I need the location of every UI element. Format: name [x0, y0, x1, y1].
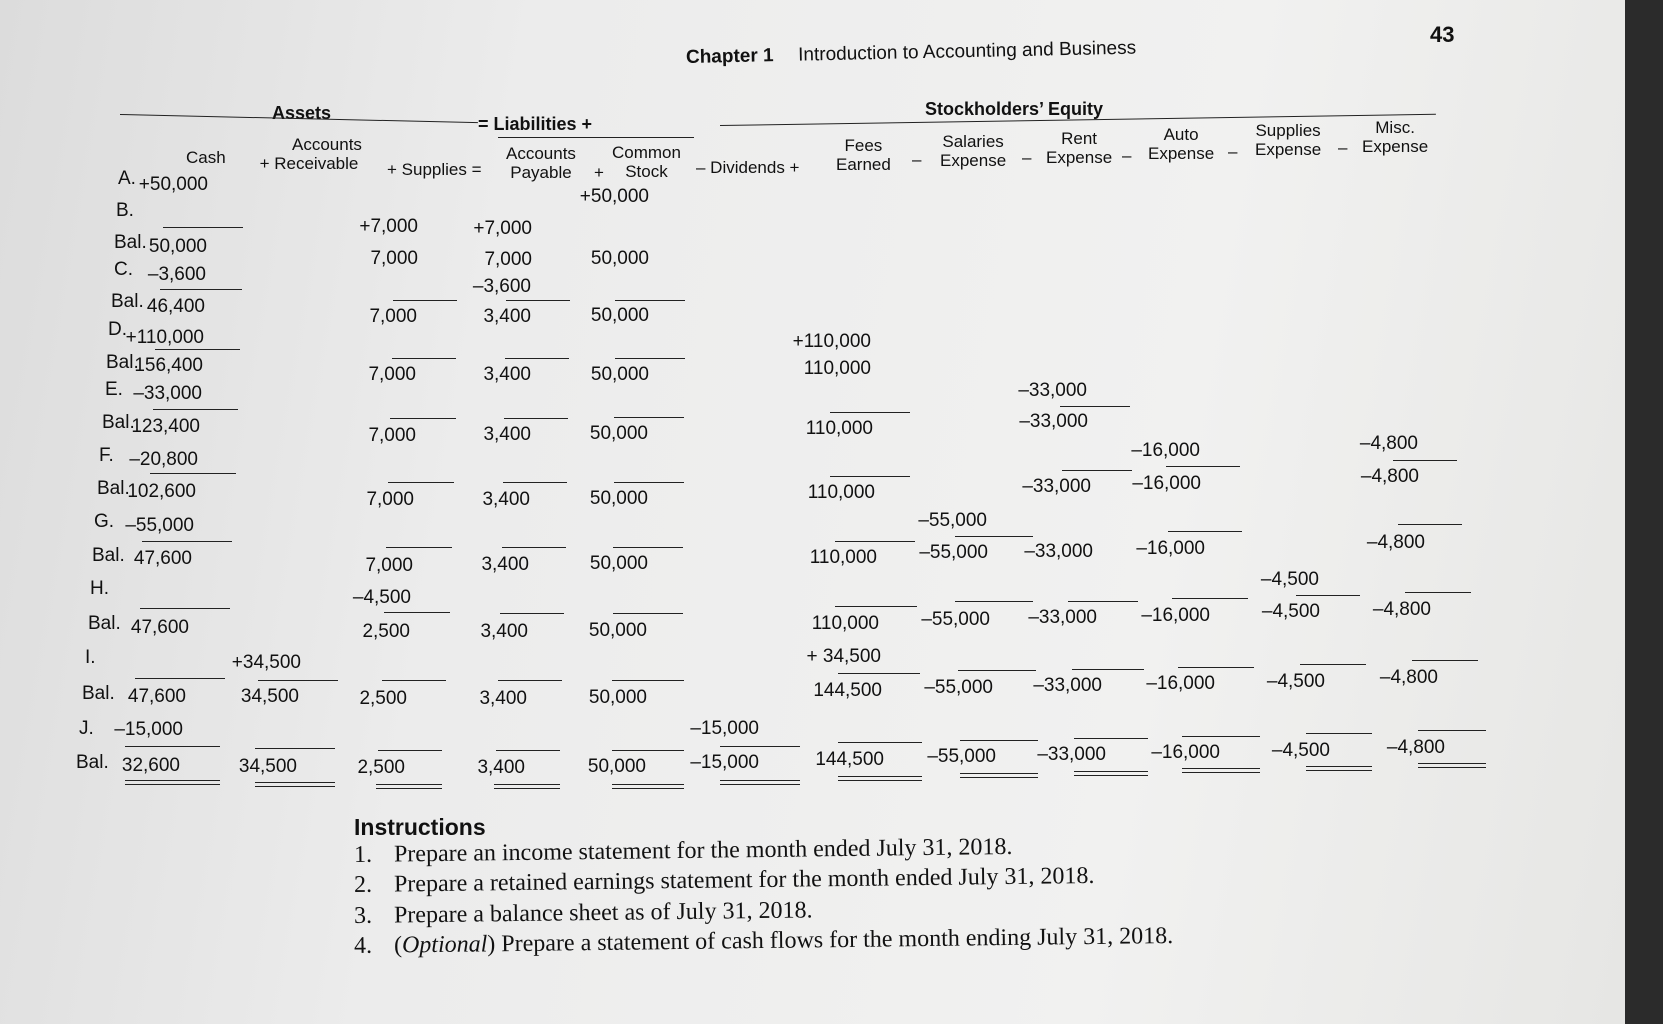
instruction-text: ) Prepare a statement of cash flows for the month ending July 31, 2018. [487, 922, 1174, 958]
supplies-cell: 7,000 [369, 306, 417, 327]
assets-heading: Assets [272, 103, 332, 123]
header-ap [506, 144, 576, 182]
row-label: F. [99, 445, 114, 466]
header-rent-line1: Rent [1061, 129, 1098, 148]
sum-rule [135, 678, 225, 679]
stock-cell: 50,000 [588, 620, 647, 641]
equity-heading: Stockholders’ Equity [925, 99, 1104, 119]
auto-cell: –16,000 [1151, 742, 1220, 763]
auto-cell: –16,000 [1141, 605, 1210, 626]
misc-cell: –4,800 [1372, 599, 1431, 620]
ap-cell: 3,400 [481, 554, 529, 575]
row-label: B. [116, 200, 134, 221]
sum-rule [382, 680, 446, 681]
sum-rule [830, 412, 910, 413]
sum-rule [958, 670, 1036, 671]
sum-rule [1306, 733, 1372, 734]
sum-rule [155, 349, 240, 350]
header-stock [612, 143, 681, 181]
sum-rule [503, 482, 567, 483]
header-rent-line2: Expense [1046, 148, 1113, 167]
cash-cell: 47,600 [133, 548, 192, 569]
sum-rule [612, 750, 684, 751]
row-label: H. [90, 578, 109, 599]
header-salaries [940, 132, 1006, 170]
rent-cell: –33,000 [1033, 675, 1102, 696]
sum-rule [255, 748, 335, 749]
total-double-rule [494, 784, 560, 789]
sum-rule [378, 750, 442, 751]
cash-cell: +110,000 [125, 327, 204, 348]
auto-cell: –16,000 [1146, 673, 1215, 694]
sum-rule [613, 547, 683, 548]
row-label: D. [108, 319, 127, 340]
sum-rule [720, 746, 800, 747]
sum-rule [838, 673, 920, 674]
instruction-item-2 [354, 863, 1095, 899]
supexp-cell: –4,500 [1260, 569, 1319, 590]
total-double-rule [960, 773, 1038, 778]
row-label: Bal. [102, 412, 135, 433]
cash-cell: 32,600 [121, 755, 180, 776]
sum-rule [1166, 466, 1240, 467]
cash-cell: 47,600 [127, 686, 186, 707]
row-label: Bal. [92, 545, 125, 566]
header-misc-line1: Misc. [1375, 118, 1415, 137]
ar-cell: 34,500 [238, 756, 297, 777]
instruction-item-4 [354, 923, 1173, 960]
misc-cell: –4,800 [1360, 466, 1419, 487]
header-cash: Cash [186, 148, 226, 167]
liabilities-heading: = Liabilities + [478, 114, 593, 134]
sum-rule [955, 536, 1033, 537]
sum-rule [125, 746, 220, 747]
header-supexp-line1: Supplies [1255, 121, 1321, 140]
header-fees-line1: Fees [844, 136, 883, 155]
sum-rule [393, 300, 457, 301]
sum-rule [390, 418, 456, 419]
sum-rule [835, 541, 915, 542]
rent-cell: –33,000 [1019, 411, 1088, 432]
header-auto-line2: Expense [1148, 144, 1215, 163]
sum-rule [1300, 664, 1366, 665]
auto-cell: –16,000 [1132, 473, 1201, 494]
row-label: J. [79, 718, 94, 739]
row-label: E. [105, 379, 123, 400]
supplies-cell: 2,500 [359, 688, 407, 709]
header-dividends: – Dividends + [696, 158, 800, 177]
cash-cell: –15,000 [114, 719, 183, 740]
sum-rule [502, 547, 566, 548]
supplies-cell: +7,000 [359, 216, 418, 237]
sum-rule [498, 680, 562, 681]
instruction-prefix: ( [393, 932, 403, 959]
stock-cell: +50,000 [579, 186, 649, 207]
sum-rule [1062, 470, 1132, 471]
sum-rule [830, 476, 910, 477]
misc-cell: –4,800 [1359, 433, 1418, 454]
fees-cell: +110,000 [792, 331, 871, 352]
auto-cell: –16,000 [1131, 440, 1200, 461]
row-label: Bal. [76, 752, 109, 773]
header-salaries-line2: Expense [940, 151, 1007, 170]
header-misc-line2: Expense [1362, 137, 1429, 156]
cash-cell: –20,800 [129, 449, 198, 470]
sum-rule [153, 409, 238, 410]
sum-rule [960, 740, 1038, 741]
cash-cell: 102,600 [127, 481, 196, 502]
salaries-cell: –55,000 [918, 510, 987, 531]
cash-cell: –3,600 [147, 264, 206, 285]
supplies-cell: 7,000 [370, 248, 418, 269]
dividends-cell: –15,000 [690, 718, 759, 739]
sum-rule [615, 300, 685, 301]
page-number: 43 [1430, 22, 1455, 47]
header-stock-line2: Stock [625, 162, 668, 181]
sum-rule [1072, 669, 1144, 670]
ar-cell: 34,500 [240, 686, 299, 707]
rent-cell: –33,000 [1028, 607, 1097, 628]
header-fees [836, 136, 891, 174]
ap-cell: 3,400 [479, 688, 527, 709]
cash-cell: –55,000 [125, 515, 194, 536]
rent-cell: –33,000 [1037, 744, 1106, 765]
total-double-rule [125, 780, 220, 785]
row-label: Bal. [106, 352, 139, 373]
fees-cell: + 34,500 [806, 646, 881, 667]
header-salaries-line1: Salaries [942, 132, 1004, 151]
supexp-cell: –4,500 [1266, 671, 1325, 692]
sum-rule [504, 418, 568, 419]
fees-cell: 110,000 [803, 358, 871, 379]
rent-cell: –33,000 [1018, 380, 1087, 401]
sum-rule [1178, 667, 1254, 668]
sum-rule [258, 680, 338, 681]
supexp-cell: –4,500 [1271, 740, 1330, 761]
dividends-cell: –15,000 [690, 752, 759, 773]
cash-cell: 47,600 [130, 617, 189, 638]
sum-rule [500, 613, 564, 614]
sum-rule [384, 612, 450, 613]
sum-rule [1172, 598, 1248, 599]
ap-cell: +7,000 [473, 218, 532, 239]
ap-cell: 3,400 [482, 489, 530, 510]
stock-cell: 50,000 [590, 248, 649, 269]
instruction-italic: Optional [401, 931, 488, 959]
ap-cell: 3,400 [483, 306, 531, 327]
instruction-number: 3. [353, 902, 373, 929]
ap-cell: 3,400 [477, 757, 525, 778]
sum-rule [1074, 738, 1148, 739]
stock-cell: 50,000 [590, 305, 649, 326]
sum-rule [1393, 460, 1457, 461]
stock-cell: 50,000 [588, 687, 647, 708]
instruction-number: 1. [353, 841, 373, 868]
row-label: Bal. [88, 613, 121, 634]
stock-cell: 50,000 [589, 488, 648, 509]
sum-rule [506, 300, 570, 301]
sum-rule [150, 473, 236, 474]
ap-cell: 7,000 [484, 249, 532, 270]
fees-cell: 144,500 [813, 680, 882, 701]
sum-rule [505, 358, 569, 359]
sum-rule [1168, 531, 1242, 532]
cash-cell: 50,000 [148, 236, 207, 257]
instruction-text: Prepare a retained earnings statement for the month ended July 31, 2018. [393, 862, 1095, 898]
header-ap-line2: Payable [510, 163, 572, 182]
fees-cell: 110,000 [811, 613, 879, 634]
row-label: Bal. [114, 232, 147, 253]
salaries-cell: –55,000 [919, 542, 988, 563]
header-minus-5: – [1338, 138, 1348, 157]
supplies-cell: 2,500 [357, 757, 405, 778]
total-double-rule [376, 784, 442, 789]
stock-cell: 50,000 [589, 423, 648, 444]
instruction-item-3 [354, 897, 813, 930]
fees-cell: 110,000 [807, 482, 875, 503]
sum-rule [1412, 660, 1478, 661]
instruction-text: Prepare an income statement for the month ended July 31, 2018. [393, 833, 1013, 868]
sum-rule [1398, 524, 1462, 525]
sum-rule [386, 547, 452, 548]
sum-rule [1060, 406, 1130, 407]
misc-cell: –4,800 [1386, 737, 1445, 758]
salaries-cell: –55,000 [927, 746, 996, 767]
instruction-text: Prepare a balance sheet as of July 31, 2018. [393, 897, 813, 929]
header-misc [1362, 118, 1428, 156]
cash-cell: 123,400 [131, 416, 200, 437]
header-minus-2: – [1022, 148, 1032, 167]
supplies-cell: 7,000 [368, 364, 416, 385]
stock-cell: 50,000 [589, 553, 648, 574]
sum-rule [142, 541, 232, 542]
sum-rule [614, 417, 684, 418]
row-label: Bal. [111, 291, 144, 312]
sum-rule [163, 227, 243, 228]
cash-cell: +50,000 [138, 174, 208, 195]
sum-rule [835, 606, 917, 607]
sum-rule [140, 608, 230, 609]
salaries-cell: –55,000 [924, 677, 993, 698]
fees-cell: 110,000 [805, 418, 873, 439]
sum-rule [1296, 595, 1360, 596]
ap-cell: –3,600 [472, 276, 531, 297]
sum-rule [955, 601, 1033, 602]
sum-rule [1182, 736, 1260, 737]
sum-rule [388, 482, 454, 483]
header-supplies: + Supplies = [387, 160, 482, 179]
header-plus: + [594, 163, 604, 182]
sum-rule [612, 680, 684, 681]
rent-cell: –33,000 [1024, 541, 1093, 562]
sum-rule [615, 358, 685, 359]
ap-cell: 3,400 [483, 364, 531, 385]
header-ar-line2: + Receivable [259, 154, 359, 173]
total-double-rule [612, 784, 684, 789]
header-fees-line2: Earned [836, 155, 891, 174]
total-double-rule [1074, 771, 1148, 776]
header-minus-1: – [912, 150, 922, 169]
chapter-heading [686, 38, 1137, 69]
misc-cell: –4,800 [1366, 532, 1425, 553]
cash-cell: 46,400 [146, 296, 205, 317]
sum-rule [1068, 601, 1138, 602]
total-double-rule [255, 782, 335, 787]
total-double-rule [838, 776, 922, 781]
supplies-cell: 7,000 [366, 489, 414, 510]
instruction-number: 2. [353, 871, 373, 898]
ap-cell: 3,400 [480, 621, 528, 642]
misc-cell: –4,800 [1379, 667, 1438, 688]
sum-rule [614, 482, 684, 483]
supplies-cell: 7,000 [368, 425, 416, 446]
header-minus-4: – [1228, 142, 1238, 161]
instructions-title: Instructions [354, 814, 486, 840]
header-rent [1046, 129, 1112, 167]
row-label: Bal. [82, 683, 115, 704]
supplies-cell: 7,000 [365, 555, 413, 576]
total-double-rule [720, 780, 800, 785]
header-stock-line1: Common [612, 143, 681, 162]
header-auto-line1: Auto [1163, 125, 1199, 144]
salaries-cell: –55,000 [921, 609, 990, 630]
chapter-title: Introduction to Accounting and Business [797, 37, 1137, 66]
row-label: I. [85, 647, 96, 668]
sum-rule [1418, 730, 1486, 731]
header-supexp [1255, 121, 1321, 159]
cash-cell: –33,000 [133, 383, 202, 404]
header-ar-line1: Accounts [292, 135, 362, 154]
supexp-cell: –4,500 [1261, 601, 1320, 622]
ar-cell: +34,500 [231, 652, 301, 673]
stock-cell: 50,000 [590, 364, 649, 385]
stock-cell: 50,000 [587, 756, 646, 777]
instruction-number: 4. [353, 932, 373, 959]
total-double-rule [1182, 768, 1260, 773]
row-label: Bal. [97, 478, 130, 499]
supplies-cell: –4,500 [352, 587, 411, 608]
sum-rule [160, 289, 242, 290]
sum-rule [1405, 592, 1471, 593]
supplies-cell: 2,500 [362, 621, 410, 642]
sum-rule [838, 742, 922, 743]
header-minus-3: – [1122, 146, 1132, 165]
header-ar [256, 135, 362, 173]
row-label: C. [114, 259, 133, 280]
liabilities-rule [498, 137, 694, 138]
fees-cell: 110,000 [809, 547, 877, 568]
sum-rule [496, 750, 560, 751]
ap-cell: 3,400 [483, 424, 531, 445]
rent-cell: –33,000 [1022, 476, 1091, 497]
fees-cell: 144,500 [815, 749, 884, 770]
chapter-label: Chapter 1 [685, 45, 774, 68]
sum-rule [392, 358, 456, 359]
header-ap-line1: Accounts [506, 144, 576, 163]
row-label: A. [118, 168, 136, 189]
total-double-rule [1306, 766, 1372, 771]
total-double-rule [1418, 763, 1486, 768]
header-supexp-line2: Expense [1255, 140, 1322, 159]
auto-cell: –16,000 [1136, 538, 1205, 559]
header-auto [1148, 125, 1214, 163]
sum-rule [613, 613, 683, 614]
row-label: G. [94, 511, 115, 532]
cash-cell: 156,400 [134, 355, 203, 376]
